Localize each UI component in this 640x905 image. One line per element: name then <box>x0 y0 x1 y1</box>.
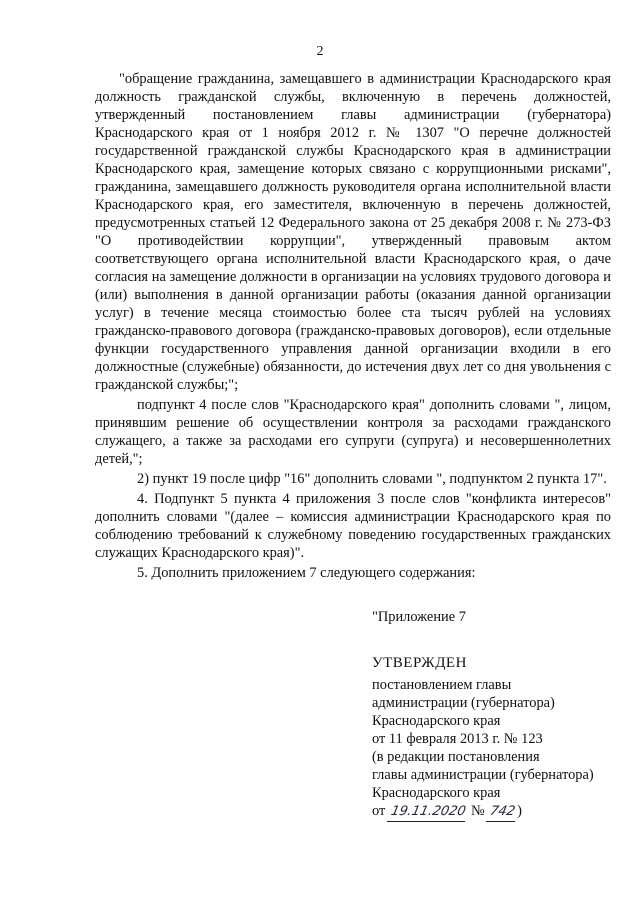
from-prefix: от <box>372 803 386 819</box>
appendix-line: от 11 февраля 2013 г. № 123 <box>372 731 543 747</box>
document-body <box>95 70 611 582</box>
appendix-signature-line <box>372 802 622 821</box>
appendix-line: администрации (губернатора) <box>372 695 555 711</box>
appendix-line: главы администрации (губернатора) <box>372 767 594 783</box>
closing-paren: ) <box>517 803 522 819</box>
paragraph-3: 2) пункт 19 после цифр "16" дополнить словами ", подпунктом 2 пункта 17". <box>137 471 607 487</box>
number-sign: № <box>470 803 485 819</box>
handwritten-date: 19.11.2020 <box>387 803 469 821</box>
page-number: 2 <box>316 44 324 59</box>
appendix-line: Краснодарского края <box>372 713 501 729</box>
appendix-line: постановлением главы <box>372 677 512 693</box>
appendix-line: Краснодарского края <box>372 785 501 801</box>
paragraph-2: подпункт 4 после слов "Краснодарского края" дополнить словами ", лицом, принявшим решение об осуществлении контроля за расходами гражданского служащего, а также за расходами его супруги (супруга) и несовершеннолетних детей,"; <box>95 397 611 467</box>
handwritten-number: 742 <box>486 803 519 821</box>
appendix-line: (в редакции постановления <box>372 749 540 765</box>
appendix-title: "Приложение 7 <box>372 609 466 625</box>
paragraph-4: 4. Подпункт 5 пункта 4 приложения 3 после слов "конфликта интересов" дополнить словами "(далее – комиссия администрации Краснодарского края по соблюдению требований к служебному поведению государственных гражданских служащих Краснодарского края)". <box>95 491 611 561</box>
appendix-block <box>372 608 622 821</box>
appendix-approved-heading: УТВЕРЖДЕН <box>372 655 467 671</box>
paragraph-1: "обращение гражданина, замещавшего в администрации Краснодарского края должность гражданской службы, включенную в перечень должностей, утвержденный постановлением главы администрации (губернатора) Краснодарского края от 1 ноября 2012 г. № 1307 "О перечне должностей государственной гражданской службы Краснодарского края в администрации Краснодарского края, замещение которых связано с коррупционными рисками", гражданина, замещавшего должность руководителя органа исполнительной власти Краснодарского края, его заместителя, включенную в перечень должностей, предусмотренных статьей 12 Федерального закона от 25 декабря 2008 г. № 273-ФЗ "О противодействии коррупции", утвержденный правовым актом соответствующего органа исполнительной власти Краснодарского края, о даче согласия на замещение должности в организации на условиях трудового договора и (или) выполнения в данной организации работы (оказания данной организации услуг) в течение месяца стоимостью более ста тысяч рублей на условиях гражданско-правового договора (гражданско-правовых договоров), если отдельные функции государственного управления данной организации входили в его должностные (служебные) обязанности, до истечения двух лет со дня увольнения с гражданской службы;"; <box>95 71 611 393</box>
paragraph-5: 5. Дополнить приложением 7 следующего содержания: <box>137 565 476 581</box>
